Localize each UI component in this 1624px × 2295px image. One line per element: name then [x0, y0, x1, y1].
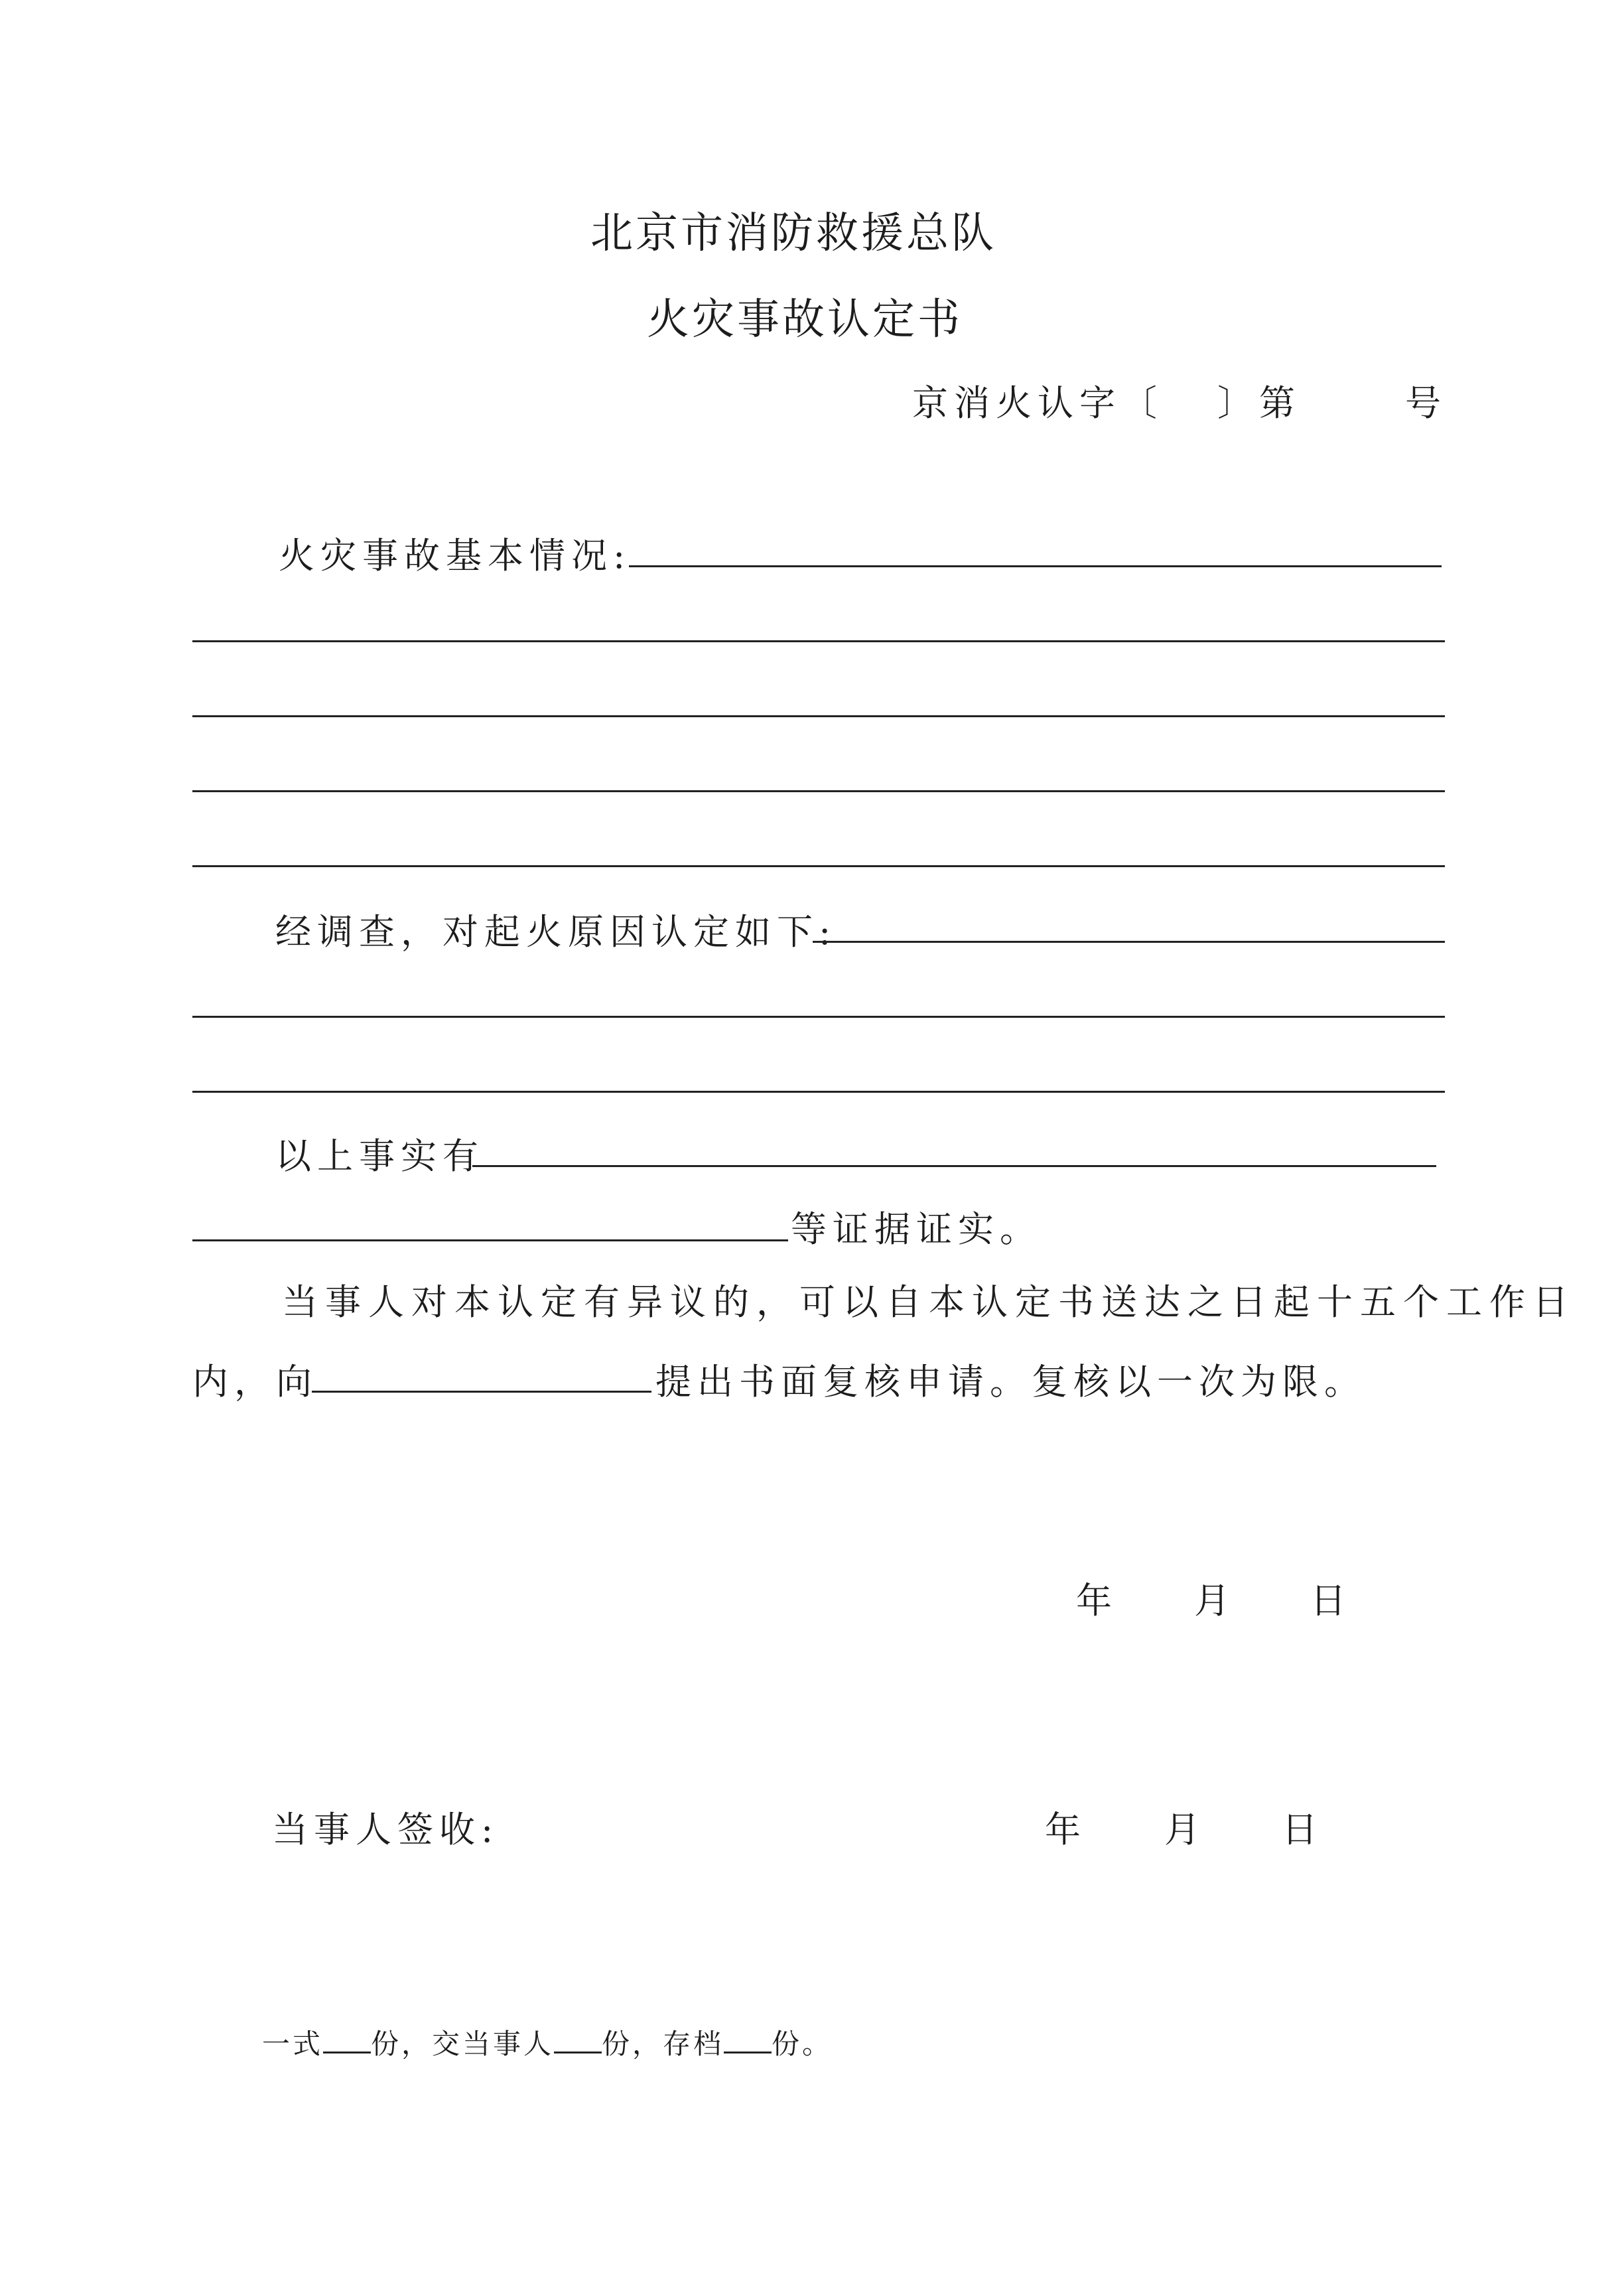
basic-info-line-5[interactable] [192, 865, 1445, 867]
basic-info-line-2[interactable] [192, 640, 1445, 642]
appeal-line-2-suffix: 提出书面复核申请。复核以一次为限。 [655, 1361, 1366, 1403]
evidence-prefix: 以上事实有 [275, 1135, 484, 1177]
doc-number-suffix: 号 [1405, 382, 1447, 424]
title-line-2: 火灾事故认定书 [647, 295, 963, 344]
copies-total-blank[interactable] [323, 2052, 371, 2053]
copies-part-3: 份，存档 [602, 2028, 724, 2060]
appeal-line-2-prefix: 内，向 [192, 1361, 318, 1403]
basic-info-line-3[interactable] [192, 715, 1445, 717]
doc-number-prefix: 京消火认字〔 [912, 382, 1163, 424]
evidence-suffix: 等证据证实。 [791, 1208, 1042, 1250]
basic-info-label: 火灾事故基本情况: [279, 535, 632, 577]
doc-number-mid: 〕第 [1217, 382, 1301, 424]
cause-line-1[interactable] [813, 941, 1445, 943]
copies-archive-blank[interactable] [724, 2052, 772, 2053]
signature-date-year: 年 [1045, 1809, 1087, 1850]
evidence-line-1[interactable] [472, 1165, 1436, 1167]
evidence-line-2[interactable] [192, 1239, 788, 1241]
issue-date-year: 年 [1076, 1580, 1118, 1622]
appeal-line-1: 当事人对本认定有异议的，可以自本认定书送达之日起十五个工作日 [282, 1281, 1576, 1323]
issue-date-day: 日 [1310, 1580, 1352, 1622]
copies-party-blank[interactable] [554, 2052, 602, 2053]
copies-part-2: 份，交当事人 [371, 2028, 555, 2060]
cause-label: 经调查，对起火原因认定如下: [275, 911, 837, 953]
title-line-1: 北京市消防救援总队 [590, 209, 996, 258]
copies-part-1: 一式 [262, 2028, 324, 2060]
cause-line-2[interactable] [192, 1016, 1445, 1018]
signature-label: 当事人签收: [272, 1809, 500, 1850]
cause-line-3[interactable] [192, 1091, 1445, 1093]
copies-line [262, 2022, 833, 2062]
appeal-authority-blank[interactable] [312, 1391, 651, 1393]
copies-part-4: 份。 [772, 2028, 833, 2060]
basic-info-line-1[interactable] [629, 565, 1442, 567]
signature-date-day: 日 [1282, 1809, 1323, 1850]
issue-date-month: 月 [1194, 1580, 1236, 1622]
basic-info-line-4[interactable] [192, 790, 1445, 792]
signature-date-month: 月 [1164, 1809, 1206, 1850]
